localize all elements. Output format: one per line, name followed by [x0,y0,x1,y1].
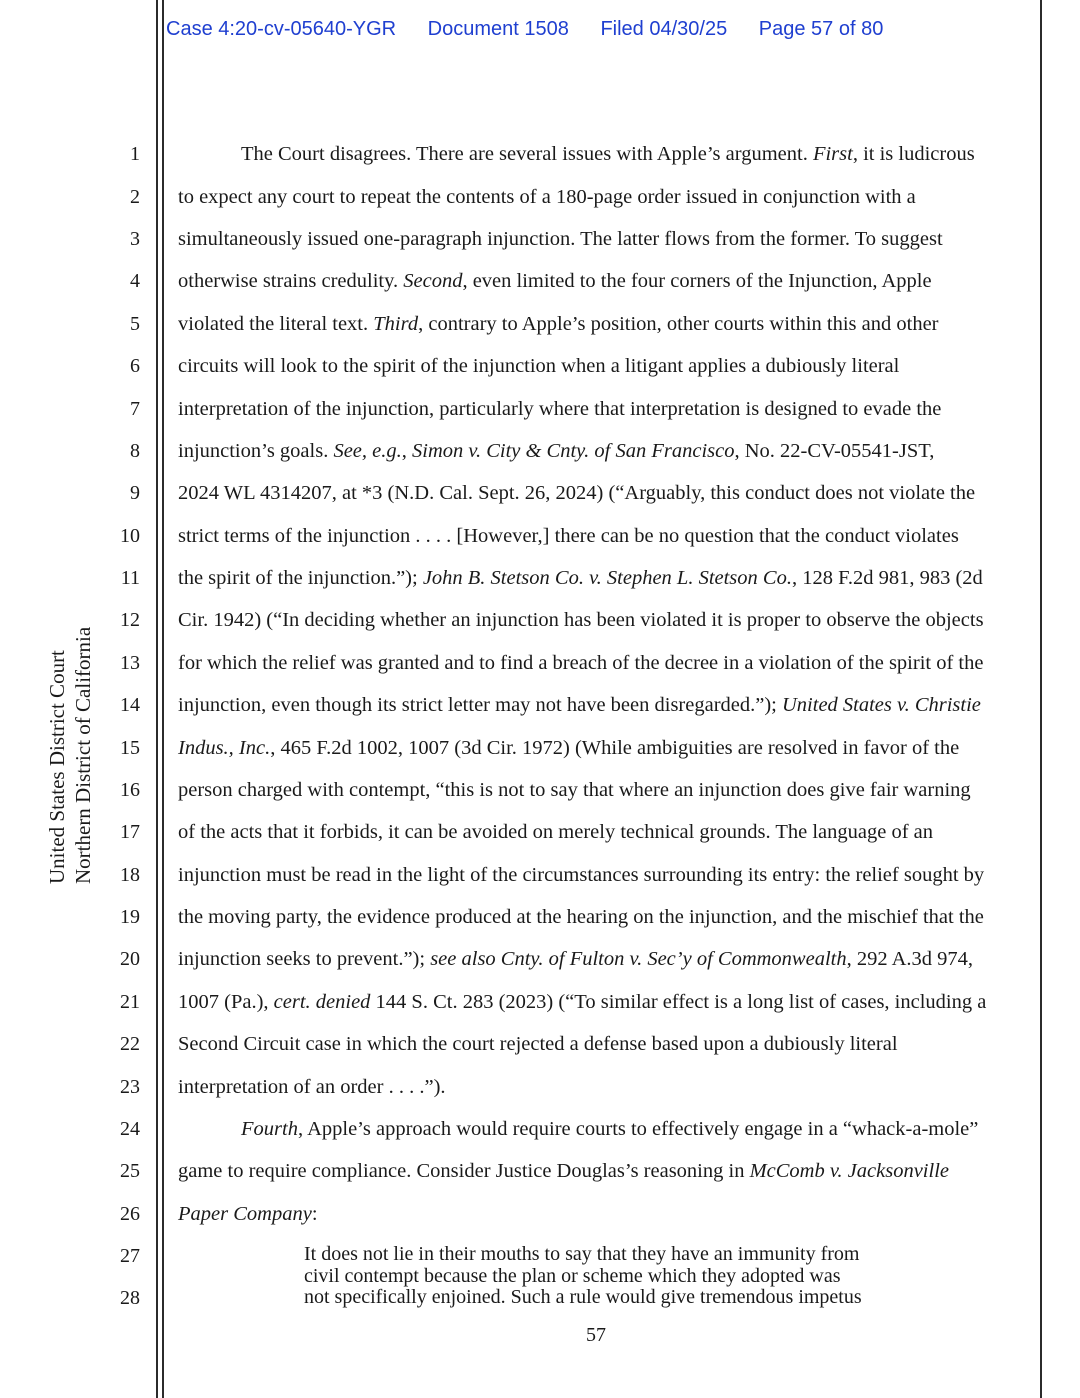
text-line: for which the relief was granted and to find a breach of the decree in a violation of the spirit of the [178,652,984,674]
text-line: Cir. 1942) (“In deciding whether an injunction has been violated it is proper to observe the objects [178,609,984,631]
court-name: United States District Court [45,650,69,884]
text-line: simultaneously issued one-paragraph injunction. The latter flows from the former. To suggest [178,228,943,250]
line-number: 21 [120,991,140,1013]
text-line: injunction seeks to prevent.”); see also Cnty. of Fulton v. Sec’y of Commonwealth, 292 A.3d 974, [178,948,974,970]
text-line: Fourth, Apple’s approach would require courts to effectively engage in a “whack-a-mole” [241,1118,979,1140]
text-line: 1007 (Pa.), cert. denied 144 S. Ct. 283 (2023) (“To similar effect is a long list of cases, including a [178,991,987,1013]
line-number: 14 [120,694,140,716]
text-line: violated the literal text. Third, contrary to Apple’s position, other courts within this and other [178,313,939,335]
district-name: Northern District of California [71,626,95,884]
left-margin-rule-1 [156,0,158,1398]
line-number: 10 [120,525,140,547]
text-line: The Court disagrees. There are several issues with Apple’s argument. First, it is ludicrous [241,143,975,165]
line-number: 26 [120,1203,140,1225]
line-number: 16 [120,779,140,801]
text-line: person charged with contempt, “this is not to say that where an injunction does give fair warning [178,779,971,801]
line-number: 4 [130,270,140,292]
line-number: 25 [120,1160,140,1182]
filed-date: Filed 04/30/25 [600,18,728,40]
quote-line: not specifically enjoined. Such a rule would give tremendous impetus [304,1286,862,1308]
text-line: injunction must be read in the light of the circumstances surrounding its entry: the relief sought by [178,864,985,886]
text-line: of the acts that it forbids, it can be avoided on merely technical grounds. The language of an [178,821,934,843]
line-number: 23 [120,1076,140,1098]
case-number: Case 4:20-cv-05640-YGR [166,18,397,40]
line-number: 6 [130,355,140,377]
page-indicator: Page 57 of 80 [758,18,884,40]
line-number: 18 [120,864,140,886]
text-line: interpretation of an order . . . .”). [178,1076,446,1098]
document-header [166,18,909,41]
line-number: 9 [130,482,140,504]
line-number: 8 [130,440,140,462]
text-line: to expect any court to repeat the contents of a 180-page order issued in conjunction with a [178,186,916,208]
page-number: 57 [586,1324,606,1346]
line-number: 12 [120,609,140,631]
line-number: 7 [130,398,140,420]
line-number: 28 [120,1287,140,1309]
court-sidebar [44,620,100,884]
line-number: 22 [120,1033,140,1055]
text-line: injunction, even though its strict letter may not have been disregarded.”); United States v. Christie [178,694,981,716]
text-line: the spirit of the injunction.”); John B. Stetson Co. v. Stephen L. Stetson Co., 128 F.2d 981, 983 (2d [178,567,983,589]
text-line: Second Circuit case in which the court rejected a defense based upon a dubiously literal [178,1033,898,1055]
text-line: circuits will look to the spirit of the injunction when a litigant applies a dubiously literal [178,355,900,377]
quote-line: civil contempt because the plan or scheme which they adopted was [304,1265,841,1287]
line-number: 17 [120,821,140,843]
quote-line: It does not lie in their mouths to say that they have an immunity from [304,1243,860,1265]
line-number: 11 [120,567,140,589]
line-number: 15 [120,737,140,759]
court-name-sidebar [44,627,96,884]
text-line: Indus., Inc., 465 F.2d 1002, 1007 (3d Cir. 1972) (While ambiguities are resolved in favor of the [178,737,960,759]
text-line: game to require compliance. Consider Justice Douglas’s reasoning in McComb v. Jacksonville [178,1160,949,1182]
line-number: 5 [130,313,140,335]
line-number: 13 [120,652,140,674]
line-number: 19 [120,906,140,928]
text-line: the moving party, the evidence produced at the hearing on the injunction, and the mischief that the [178,906,984,928]
line-number: 20 [120,948,140,970]
text-line: strict terms of the injunction . . . . [However,] there can be no question that the conduct violates [178,525,959,547]
text-line: interpretation of the injunction, particularly where that interpretation is designed to evade the [178,398,942,420]
text-line: otherwise strains credulity. Second, even limited to the four corners of the Injunction, Apple [178,270,932,292]
right-margin-rule [1040,0,1042,1398]
document-number: Document 1508 [427,18,569,40]
line-number: 2 [130,186,140,208]
line-number: 3 [130,228,140,250]
line-number: 1 [130,143,140,165]
line-number: 24 [120,1118,140,1140]
text-line: 2024 WL 4314207, at *3 (N.D. Cal. Sept. 26, 2024) (“Arguably, this conduct does not violate the [178,482,976,504]
left-margin-rule-2 [162,0,164,1398]
text-line: injunction’s goals. See, e.g., Simon v. City & Cnty. of San Francisco, No. 22-CV-05541-JST, [178,440,935,462]
text-line: Paper Company: [178,1203,318,1225]
line-number: 27 [120,1245,140,1267]
